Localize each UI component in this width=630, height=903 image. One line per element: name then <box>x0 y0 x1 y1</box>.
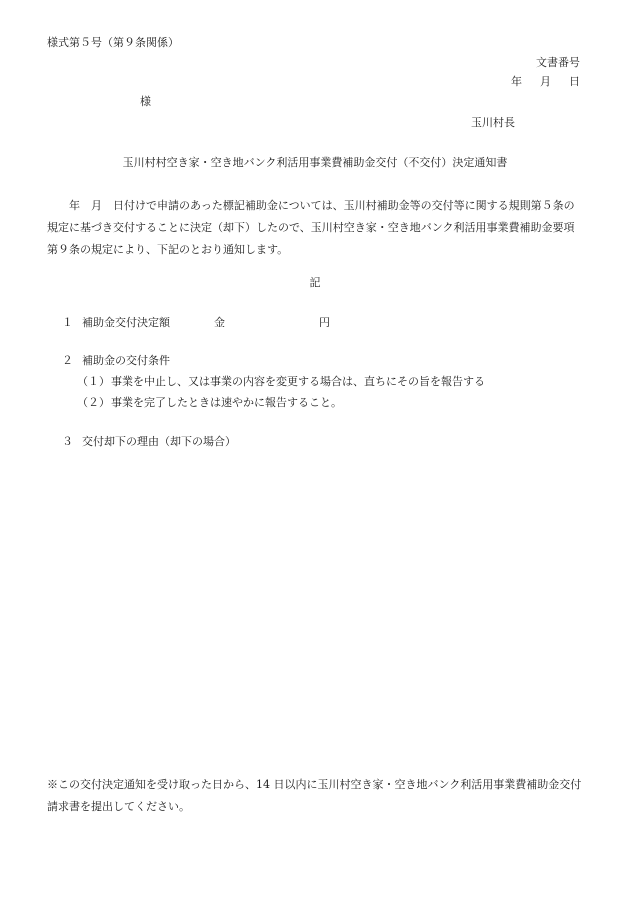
ki-heading: 記 <box>309 276 321 289</box>
body-paragraph: 年 月 日付けで申請のあった標記補助金については、玉川村補助金等の交付等に関する規則第５条の規定に基づき交付することに決定（却下）したので、玉川村空き家・空き地バンク利活用事業費補助金要項第９条の規定により、下記のとおり通知します。 <box>47 199 575 256</box>
date-year-label: 年 <box>511 75 522 88</box>
date-row <box>511 75 580 89</box>
item-grant-conditions <box>62 354 170 368</box>
addressee-suffix: 様 <box>140 95 151 108</box>
condition-number: （１） <box>77 375 110 388</box>
item-number: ２ <box>62 354 73 367</box>
date-day-label: 日 <box>569 75 580 88</box>
sender-name: 玉川村長 <box>471 116 515 129</box>
condition-text: 事業を完了したときは速やかに報告すること。 <box>111 396 342 409</box>
condition-item <box>77 375 485 389</box>
item-grant-amount <box>62 316 330 330</box>
date-month-label: 月 <box>540 75 551 88</box>
item-number: １ <box>62 316 73 329</box>
document-title: 玉川村村空き家・空き地バンク利活用事業費補助金交付（不交付）決定通知書 <box>122 156 508 169</box>
item-label: 補助金交付決定額 <box>82 316 170 329</box>
condition-item <box>77 396 342 410</box>
amount-kin-label: 金 <box>214 316 225 329</box>
condition-text: 事業を中止し、又は事業の内容を変更する場合は、直ちにその旨を報告する <box>111 375 485 388</box>
item-label: 交付却下の理由（却下の場合） <box>82 435 236 448</box>
form-number: 様式第５号（第９条関係） <box>47 36 179 49</box>
item-label: 補助金の交付条件 <box>82 354 170 367</box>
footnote: ※この交付決定通知を受け取った日から、14 日以内に玉川村空き家・空き地バンク利活用事業費補助金交付請求書を提出してください。 <box>47 778 582 813</box>
item-number: ３ <box>62 435 73 448</box>
item-rejection-reason <box>62 435 236 449</box>
document-number-label: 文書番号 <box>536 56 580 69</box>
amount-en-label: 円 <box>319 316 330 329</box>
condition-number: （２） <box>77 396 110 409</box>
